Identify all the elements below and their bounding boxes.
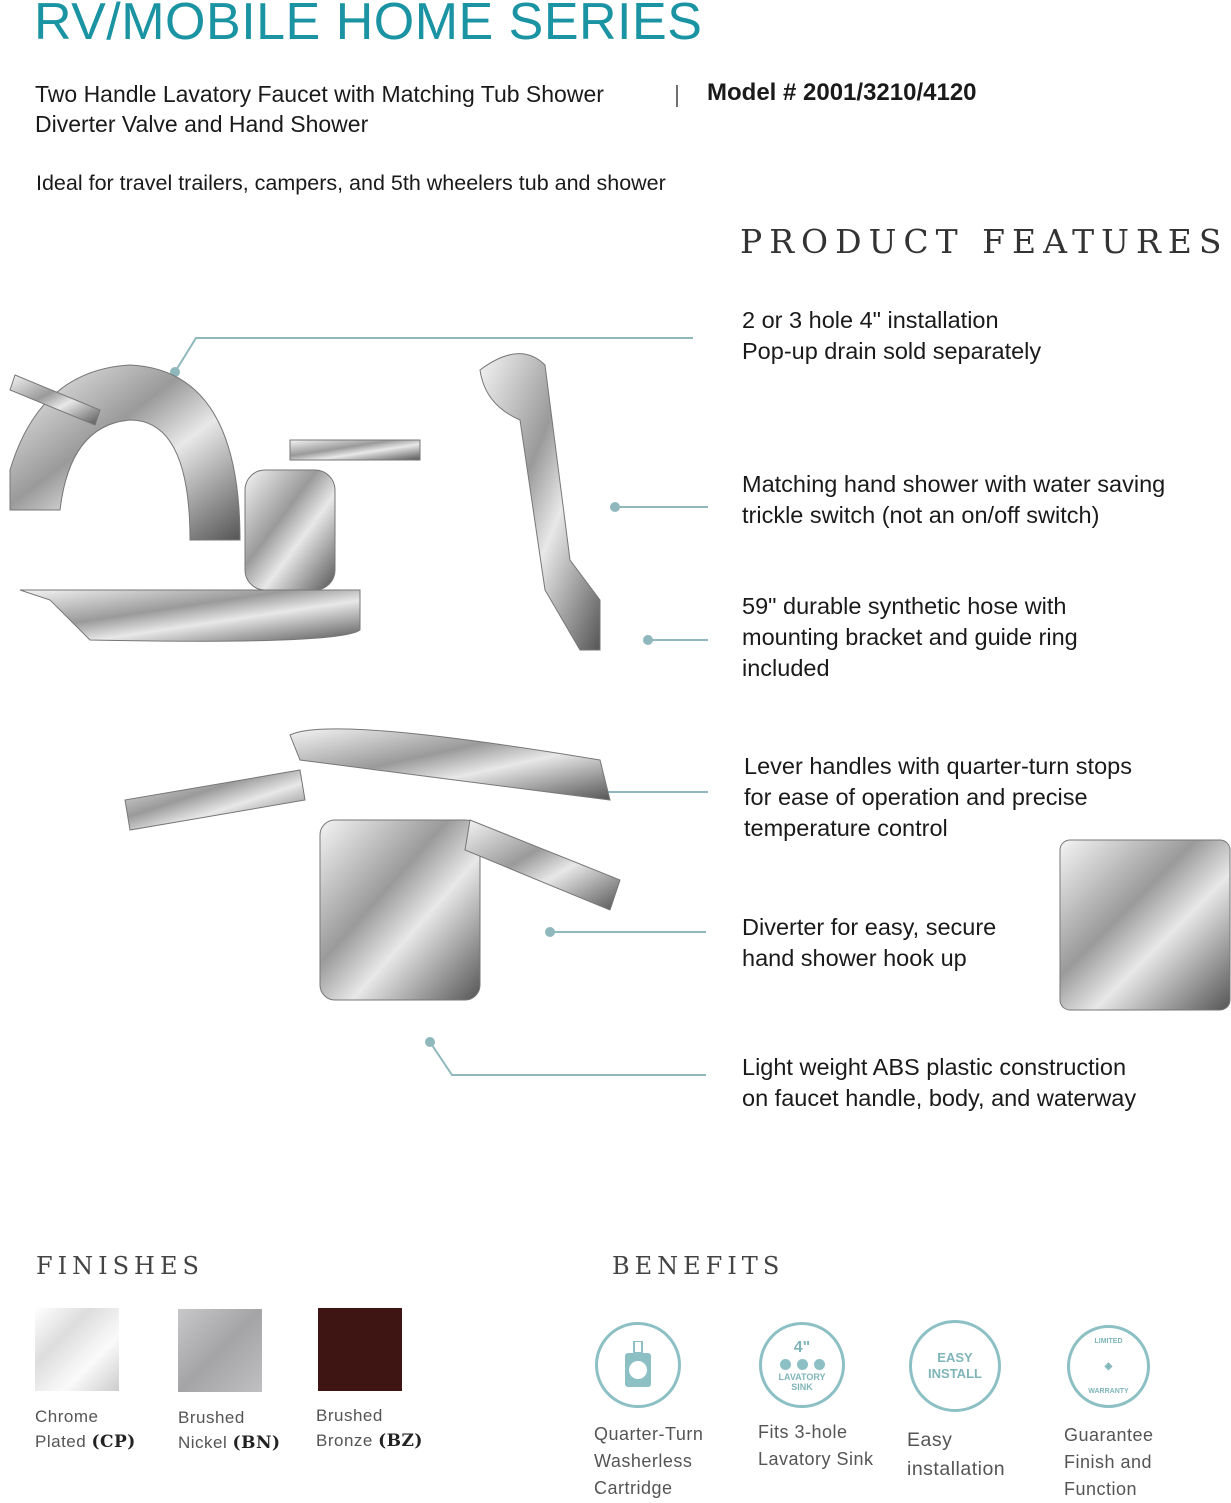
finishes-heading: FINISHES [36,1252,204,1280]
easy-install-icon: EASY INSTALL [909,1320,1001,1412]
feature-5: Diverter for easy, secure hand shower hook up [742,914,997,971]
benefit-label-sink: Fits 3-hole Lavatory Sink [758,1422,874,1469]
warranty-icon: LIMITED ◈ WARRANTY [1067,1325,1150,1408]
lavatory-sink-icon: 4" LAVATORY SINK [759,1322,845,1408]
benefit-label-cartridge: Quarter-Turn Washerless Cartridge [594,1424,704,1498]
lavatory-faucet-image [10,365,420,641]
swatch-brushed-bronze [318,1308,402,1391]
feature-3: 59" durable synthetic hose with mounting bracket and guide ring included [742,593,1078,681]
page-title: RV/MOBILE HOME SERIES [34,0,703,51]
swatch-brushed-nickel [178,1309,262,1392]
separator: | [674,81,680,107]
model-number: Model # 2001/3210/4120 [707,79,977,106]
benefit-label-install: Easy installation [907,1429,1006,1480]
subtitle-line-2: Diverter Valve and Hand Shower [35,111,369,137]
tagline: Ideal for travel trailers, campers, and 5th wheelers tub and shower [36,171,666,195]
benefits-heading: BENEFITS [612,1252,785,1280]
swatch-chrome [35,1308,119,1391]
subtitle-line-1: Two Handle Lavatory Faucet with Matching Tub Shower [35,81,604,107]
feature-4: Lever handles with quarter-turn stops for ease of operation and precise temperature control [744,753,1132,841]
cartridge-icon [595,1322,681,1408]
features-heading: PRODUCT FEATURES [740,222,1229,261]
feature-1: 2 or 3 hole 4" installation Pop-up drain sold separately [742,307,1042,364]
feature-6: Light weight ABS plastic construction on faucet handle, body, and waterway [742,1054,1137,1111]
hand-shower-image [480,354,600,650]
benefit-label-warranty: Guarantee Finish and Function [1064,1425,1154,1499]
finish-label-bronze: Brushed Bronze (BZ) [316,1406,423,1451]
finish-label-chrome: Chrome Plated (CP) [35,1407,136,1452]
feature-2: Matching hand shower with water saving trickle switch (not an on/off switch) [742,471,1166,528]
finish-label-nickel: Brushed Nickel (BN) [178,1408,281,1453]
